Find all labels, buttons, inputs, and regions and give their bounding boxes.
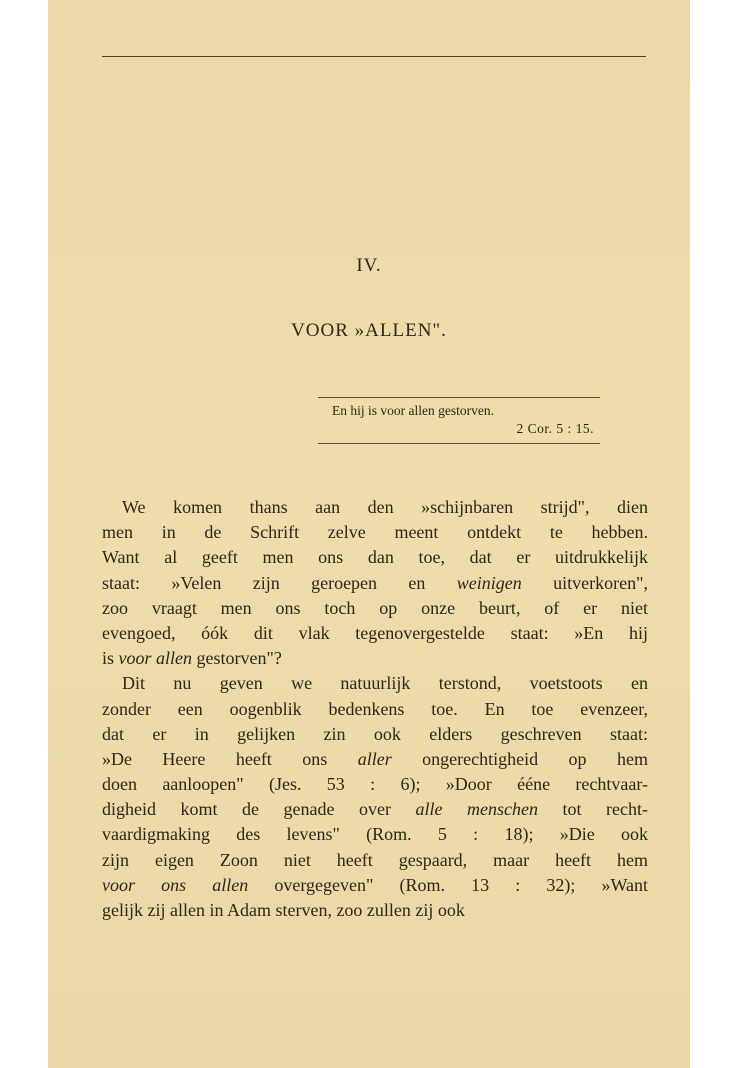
italic-text: voor allen bbox=[118, 648, 193, 669]
italic-text: alle menschen bbox=[415, 799, 538, 820]
motto-quote: En hij is voor allen gestorven. bbox=[332, 403, 494, 418]
text-line: zijn eigen Zoon niet heeft gespaard, maar heeft hem bbox=[102, 849, 648, 870]
body-text bbox=[102, 495, 648, 923]
motto-reference: 2 Cor. 5 : 15. bbox=[516, 421, 594, 436]
italic-text: voor ons allen bbox=[102, 874, 249, 895]
text-segment: »De Heere heeft ons bbox=[102, 748, 358, 769]
text-segment: digheid komt de genade over bbox=[102, 799, 416, 820]
text-segment: staat: »Velen zijn geroepen en bbox=[102, 572, 457, 593]
text-line: men in de Schrift zelve meent ontdekt te hebben. bbox=[102, 522, 648, 543]
text-line: vaardigmaking des levens" (Rom. 5 : 18); »Die ook bbox=[102, 824, 648, 845]
text-segment: tot recht- bbox=[538, 799, 648, 820]
text-line bbox=[102, 571, 648, 596]
text-segment: is bbox=[102, 648, 119, 669]
text-line bbox=[102, 873, 648, 898]
text-segment: ongerechtigheid op hem bbox=[391, 748, 648, 769]
paragraph-1 bbox=[102, 495, 648, 671]
chapter-title: VOOR »ALLEN". bbox=[291, 320, 447, 341]
text-line: We komen thans aan den »schijnbaren strijd", dien bbox=[122, 497, 648, 517]
chapter-number: IV. bbox=[356, 255, 382, 276]
text-line bbox=[102, 646, 648, 671]
text-line: Dit nu geven we natuurlijk terstond, voetstoots en bbox=[122, 673, 648, 694]
book-page bbox=[48, 0, 690, 1068]
paragraph-2 bbox=[102, 671, 648, 923]
text-segment: uitverkoren", bbox=[521, 572, 648, 593]
text-line: zoo vraagt men ons toch op onze beurt, of er niet bbox=[102, 597, 648, 618]
italic-text: aller bbox=[357, 748, 392, 769]
motto bbox=[318, 402, 600, 438]
text-line: gelijk zij allen in Adam sterven, zoo zullen zij ook bbox=[102, 900, 465, 920]
text-line bbox=[102, 747, 648, 772]
text-segment: gestorven"? bbox=[192, 648, 282, 669]
top-rule bbox=[102, 56, 646, 57]
text-line: doen aanloopen" (Jes. 53 : 6); »Door ééne rechtvaar- bbox=[102, 774, 648, 795]
italic-text: weinigen bbox=[456, 572, 522, 593]
text-segment: overgegeven" (Rom. 13 : 32); »Want bbox=[248, 874, 648, 895]
text-line: zonder een oogenblik bedenkens toe. En toe evenzeer, bbox=[102, 698, 648, 719]
text-line: Want al geeft men ons dan toe, dat er uitdrukkelijk bbox=[102, 547, 648, 568]
motto-rule-bottom bbox=[318, 443, 600, 444]
text-line: evengoed, óók dit vlak tegenovergestelde staat: »En hij bbox=[102, 622, 648, 643]
text-line: dat er in gelijken zin ook elders geschreven staat: bbox=[102, 723, 648, 744]
text-line bbox=[102, 797, 648, 822]
motto-rule-top bbox=[318, 397, 600, 398]
